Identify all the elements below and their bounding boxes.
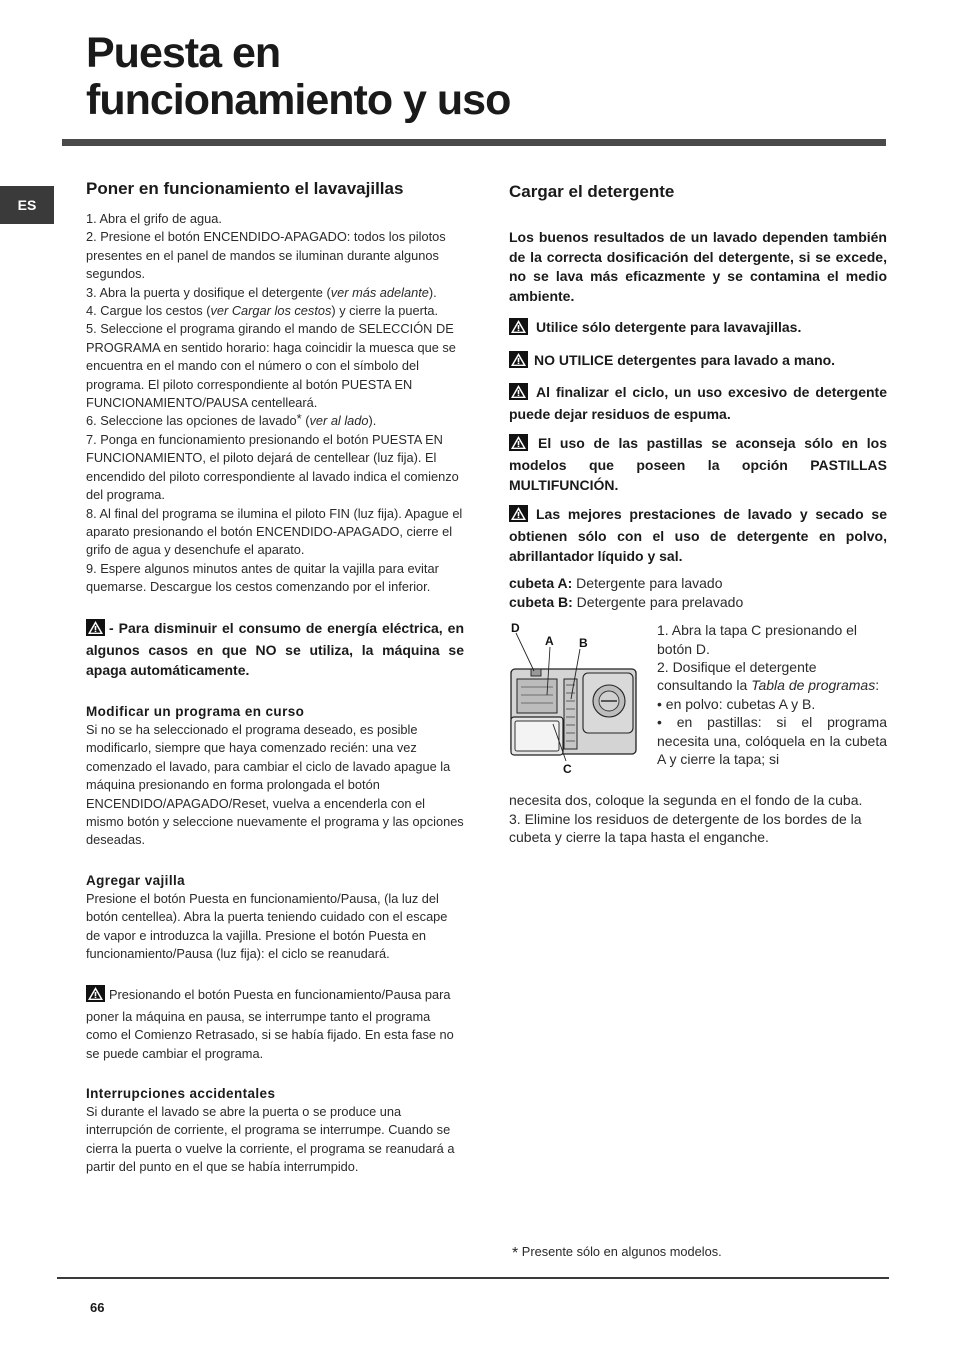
start-step-3: 3. Abra la puerta y dosifique el detergente (ver más adelante). <box>86 284 437 300</box>
page-number: 66 <box>90 1300 105 1315</box>
left-column <box>86 178 464 1177</box>
dispenser-bullet-powder: • en polvo: cubetas A y B. <box>657 695 816 712</box>
detergent-heading: Cargar el detergente <box>509 182 675 201</box>
add-heading: Agregar vajilla <box>86 872 186 888</box>
start-step-7: 7. Ponga en funcionamiento presionando el botón PUESTA EN FUNCIONAMIENTO, el piloto dejará de centellear (luz fija). El encendido del piloto correspondiente al lavado indica el comienzo del programa. <box>86 431 459 503</box>
top-divider <box>62 139 886 146</box>
detergent-intro: Los buenos resultados de un lavado dependen también de la correcta dosificación del detergente, si se excede, no se lava más eficazmente y se contamina el medio ambiente. <box>509 229 887 304</box>
bottom-divider <box>57 1277 889 1279</box>
dispenser-step-2: 2. Dosifique el detergente consultando la Tabla de programas: <box>657 658 880 694</box>
start-steps <box>86 210 464 597</box>
start-step-4-ref: ver Cargar los cestos <box>210 303 332 319</box>
start-step-2: 2. Presione el botón ENCENDIDO-APAGADO: todos los pilotos presentes en el panel de mandos se iluminan durante algunos segundos. <box>86 229 446 282</box>
start-step-9: 9. Espere algunos minutos antes de quitar la vajilla para evitar quemarse. Descargue los cestos comenzando por el inferior. <box>86 560 439 595</box>
detergent-warning-3: Al finalizar el ciclo, un uso excesivo de detergente puede dejar residuos de espuma. <box>509 383 887 423</box>
footnote-marker: * <box>296 411 302 427</box>
energy-warning: - Para disminuir el consumo de energía eléctrica, en algunos casos en que NO se utiliza, la máquina se apaga automáticamente. <box>86 619 464 679</box>
interrupt-text: Si durante el lavado se abre la puerta o se produce una interrupción de corriente, el programa se interrumpe. Cuando se cierra la puerta o vuelve la corriente, el programa se reanudará a partir del punto en el que se había interrumpido. <box>86 1104 455 1175</box>
detergent-warning-1: Utilice sólo detergente para lavavajillas. <box>509 318 887 341</box>
start-step-6: 6. Seleccione las opciones de lavado* (ver al lado). <box>86 411 377 429</box>
warning-icon <box>509 505 528 528</box>
page-title-line-2: funcionamiento y uso <box>86 76 511 124</box>
dispenser-step-1: 1. Abra la tapa C presionando el botón D. <box>657 622 858 657</box>
right-column <box>509 178 887 846</box>
warning-icon <box>509 434 528 457</box>
interrupt-heading: Interrupciones accidentales <box>86 1086 276 1102</box>
dispenser-section <box>509 621 887 791</box>
detergent-warning-4: El uso de las pastillas se aconseja sólo en los modelos que poseen la opción PASTILLAS MULTIFUNCIÓN. <box>509 434 887 493</box>
diagram-label-c: C <box>563 762 572 777</box>
add-text: Presione el botón Puesta en funcionamiento/Pausa, (la luz del botón centellea). Abra la puerta teniendo cuidado con el escape de vapor e introduzca la vajilla. Presione el botón Puesta en funcionamiento/Pausa (luz fija): el ciclo se reanudará. <box>86 890 448 961</box>
dispenser-step-3: 3. Elimine los residuos de detergente de los bordes de la cubeta y cierre la tapa hasta el enganche. <box>509 810 862 845</box>
start-heading: Poner en funcionamiento el lavavajillas <box>86 179 404 198</box>
diagram-label-a: A <box>545 634 554 649</box>
start-step-1: 1. Abra el grifo de agua. <box>86 211 222 226</box>
warning-icon <box>509 351 528 374</box>
start-step-3-ref: ver más adelante <box>330 284 429 300</box>
language-tab: ES <box>0 186 54 224</box>
warning-icon <box>86 985 105 1007</box>
modify-heading: Modificar un programa en curso <box>86 703 305 719</box>
warning-icon <box>509 383 528 406</box>
footnote: * Presente sólo en algunos modelos. <box>512 1244 722 1262</box>
page-title <box>86 30 510 124</box>
pause-warning: Presionando el botón Puesta en funcionamiento/Pausa para poner la máquina en pausa, se interrumpe tanto el programa como el Comienzo Retrasado, si se había fijado. En esta fase no se puede cambiar el programa. <box>86 987 454 1061</box>
warning-icon <box>86 619 105 642</box>
detergent-warning-5: Las mejores prestaciones de lavado y secado se obtienen sólo con el uso de detergente en polvo, abrillantador líquido y sal. <box>509 505 887 564</box>
diagram-label-b: B <box>579 636 588 651</box>
programs-table-ref: Tabla de programas <box>751 677 876 694</box>
cubeta-a: cubeta A: Detergente para lavado <box>509 575 723 592</box>
dispenser-bullet-tablets: • en pastillas: si el programa necesita una, colóquela en la cubeta A y cierre la tapa; si <box>657 714 887 767</box>
start-step-4: 4. Cargue los cestos (ver Cargar los cestos) y cierre la puerta. <box>86 303 439 319</box>
detergent-warning-2: NO UTILICE detergentes para lavado a mano. <box>509 351 887 374</box>
dispenser-steps <box>657 621 887 768</box>
dispenser-bullet-tablets-cont: necesita dos, coloque la segunda en el fondo de la cuba. <box>509 792 863 809</box>
modify-text: Si no se ha seleccionado el programa deseado, es posible modificarlo, siempre que haya comenzado recién: una vez comenzado el lavado, para cambiar el ciclo de lavado apague la máquina presionando en forma prolongada el botón ENCENDIDO/APAGADO/Reset, vuelva a encenderla con el mismo botón y seleccione nuevamente el programa y las opciones deseadas. <box>86 721 464 848</box>
start-step-8: 8. Al final del programa se ilumina el piloto FIN (luz fija). Apague el aparato presionando el botón ENCENDIDO-APAGADO, cierre el grifo de agua y desenchufe el aparato. <box>86 505 463 558</box>
page-title-line-1: Puesta en <box>86 29 281 77</box>
detergent-dispenser-diagram <box>509 621 644 777</box>
start-step-6-ref: ver al lado <box>309 413 369 429</box>
warning-icon <box>509 318 528 341</box>
start-step-5: 5. Seleccione el programa girando el mando de SELECCIÓN DE PROGRAMA en sentido horario: haga coincidir la muesca que se encuentra en el mando con el número o con el símbolo del programa. El piloto correspondiente al botón PUESTA EN FUNCIONAMIENTO/PAUSA centelleará. <box>86 321 456 411</box>
cubeta-b: cubeta B: Detergente para prelavado <box>509 593 744 610</box>
diagram-label-d: D <box>511 621 520 636</box>
